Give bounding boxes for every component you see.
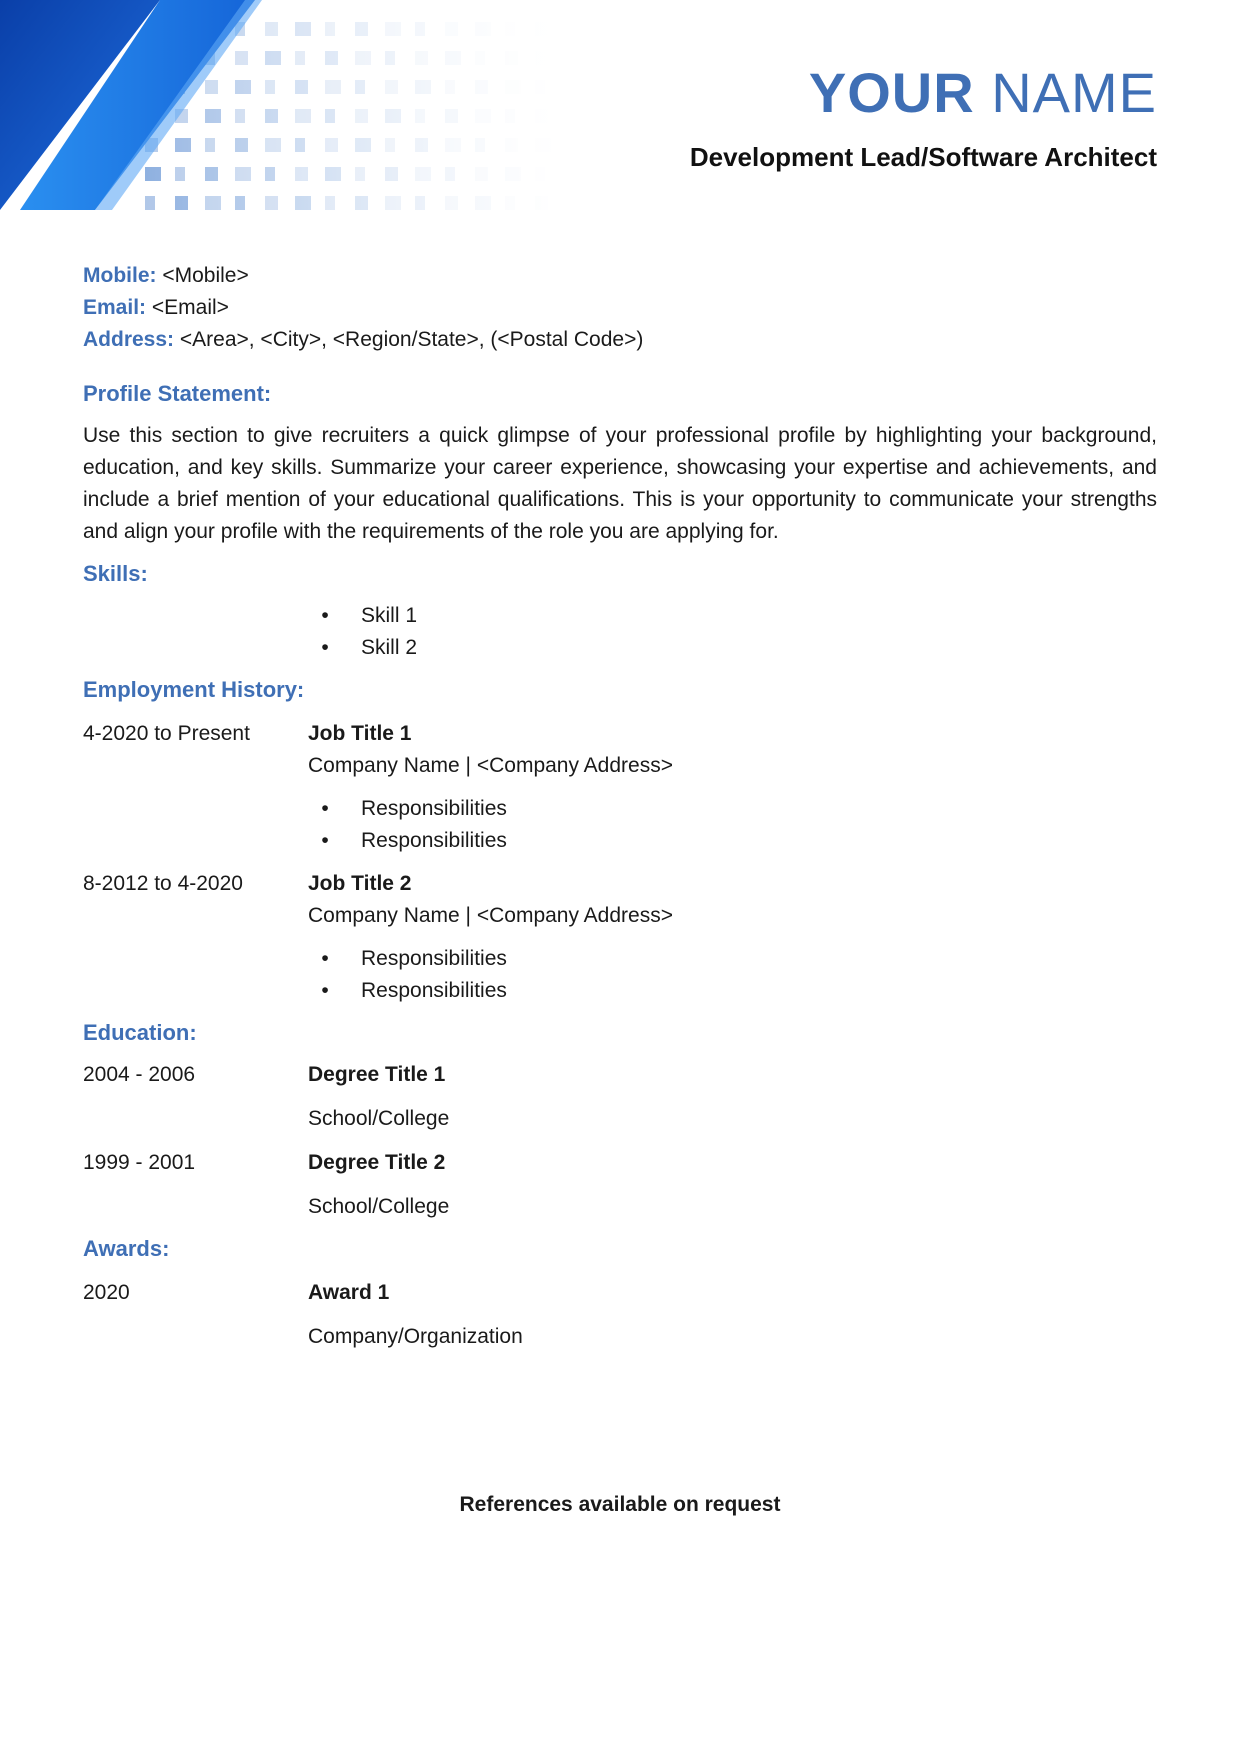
- name-heading: [690, 62, 1157, 124]
- responsibility-text: Responsibilities: [361, 797, 507, 820]
- award-org: Company/Organization: [308, 1325, 523, 1348]
- list-item: [315, 825, 1157, 857]
- list-item: [315, 975, 1157, 1007]
- bullet-icon: •: [321, 797, 329, 820]
- education-school-row: [83, 1103, 1157, 1135]
- degree-title: Degree Title 2: [308, 1151, 446, 1174]
- profile-text: Use this section to give recruiters a quick glimpse of your professional profile by highlighting your background, education, and key skills. Summarize your career experience, showcasing your expertise and achievements, and include a brief mention of your educational qualifications. This is your opportunity to communicate your strengths and align your profile with the requirements of the role you are applying for.: [83, 424, 1157, 543]
- skills-list: [83, 600, 1157, 664]
- job-entry: [83, 868, 1157, 900]
- education-dates: 1999 - 2001: [83, 1151, 196, 1174]
- job-dates: 8-2012 to 4-2020: [83, 872, 243, 895]
- bullet-icon: •: [321, 636, 329, 659]
- mobile-value: <Mobile>: [162, 264, 249, 287]
- email-value: <Email>: [151, 296, 229, 319]
- profile-heading: Profile Statement:: [83, 381, 272, 406]
- job-company: Company Name | <Company Address>: [308, 904, 673, 927]
- education-entry: [83, 1147, 1157, 1179]
- job-details: [308, 718, 1157, 750]
- contact-address: [83, 324, 1157, 356]
- job-details: [308, 868, 1157, 900]
- skills-heading: Skills:: [83, 561, 148, 586]
- header-banner-graphic: [0, 0, 560, 210]
- references-note: References available on request: [459, 1493, 781, 1516]
- education-heading: Education:: [83, 1020, 197, 1045]
- award-year: 2020: [83, 1281, 130, 1304]
- bullet-icon: •: [321, 604, 329, 627]
- name-first: YOUR: [808, 61, 975, 124]
- award-org-row: [83, 1321, 1157, 1353]
- job-dates: 4-2020 to Present: [83, 722, 250, 745]
- contact-block: [83, 260, 1157, 356]
- name-last: NAME: [991, 61, 1157, 124]
- mobile-label: Mobile:: [83, 264, 157, 287]
- school-name: School/College: [308, 1195, 450, 1218]
- job-company-row: [83, 900, 1157, 932]
- responsibility-text: Responsibilities: [361, 979, 507, 1002]
- education-school-row: [83, 1191, 1157, 1223]
- address-value: <Area>, <City>, <Region/State>, (<Postal Code>): [179, 328, 644, 351]
- school-name: School/College: [308, 1107, 450, 1130]
- responsibilities-list: [83, 793, 1157, 857]
- resume-body: [83, 260, 1157, 1353]
- award-title: Award 1: [308, 1281, 390, 1304]
- job-role: Development Lead/Software Architect: [689, 141, 1157, 172]
- job-company: Company Name | <Company Address>: [308, 754, 673, 777]
- bullet-icon: •: [321, 829, 329, 852]
- responsibility-text: Responsibilities: [361, 947, 507, 970]
- bullet-icon: •: [321, 947, 329, 970]
- responsibility-text: Responsibilities: [361, 829, 507, 852]
- contact-mobile: [83, 260, 1157, 292]
- skill-text: Skill 2: [361, 636, 418, 659]
- responsibilities-list: [83, 943, 1157, 1007]
- bullet-icon: •: [321, 979, 329, 1002]
- email-label: Email:: [83, 296, 147, 319]
- education-dates: 2004 - 2006: [83, 1063, 196, 1086]
- awards-heading: Awards:: [83, 1236, 170, 1261]
- list-item: [315, 632, 1157, 664]
- employment-heading: Employment History:: [83, 677, 305, 702]
- address-label: Address:: [83, 328, 175, 351]
- list-item: [315, 793, 1157, 825]
- education-entry: [83, 1059, 1157, 1091]
- list-item: [315, 943, 1157, 975]
- award-entry: [83, 1277, 1157, 1309]
- degree-title: Degree Title 1: [308, 1063, 446, 1086]
- header: [690, 62, 1157, 173]
- job-entry: [83, 718, 1157, 750]
- job-company-row: [83, 750, 1157, 782]
- list-item: [315, 600, 1157, 632]
- job-title: Job Title 2: [308, 872, 412, 895]
- skill-text: Skill 1: [361, 604, 418, 627]
- contact-email: [83, 292, 1157, 324]
- job-title: Job Title 1: [308, 722, 412, 745]
